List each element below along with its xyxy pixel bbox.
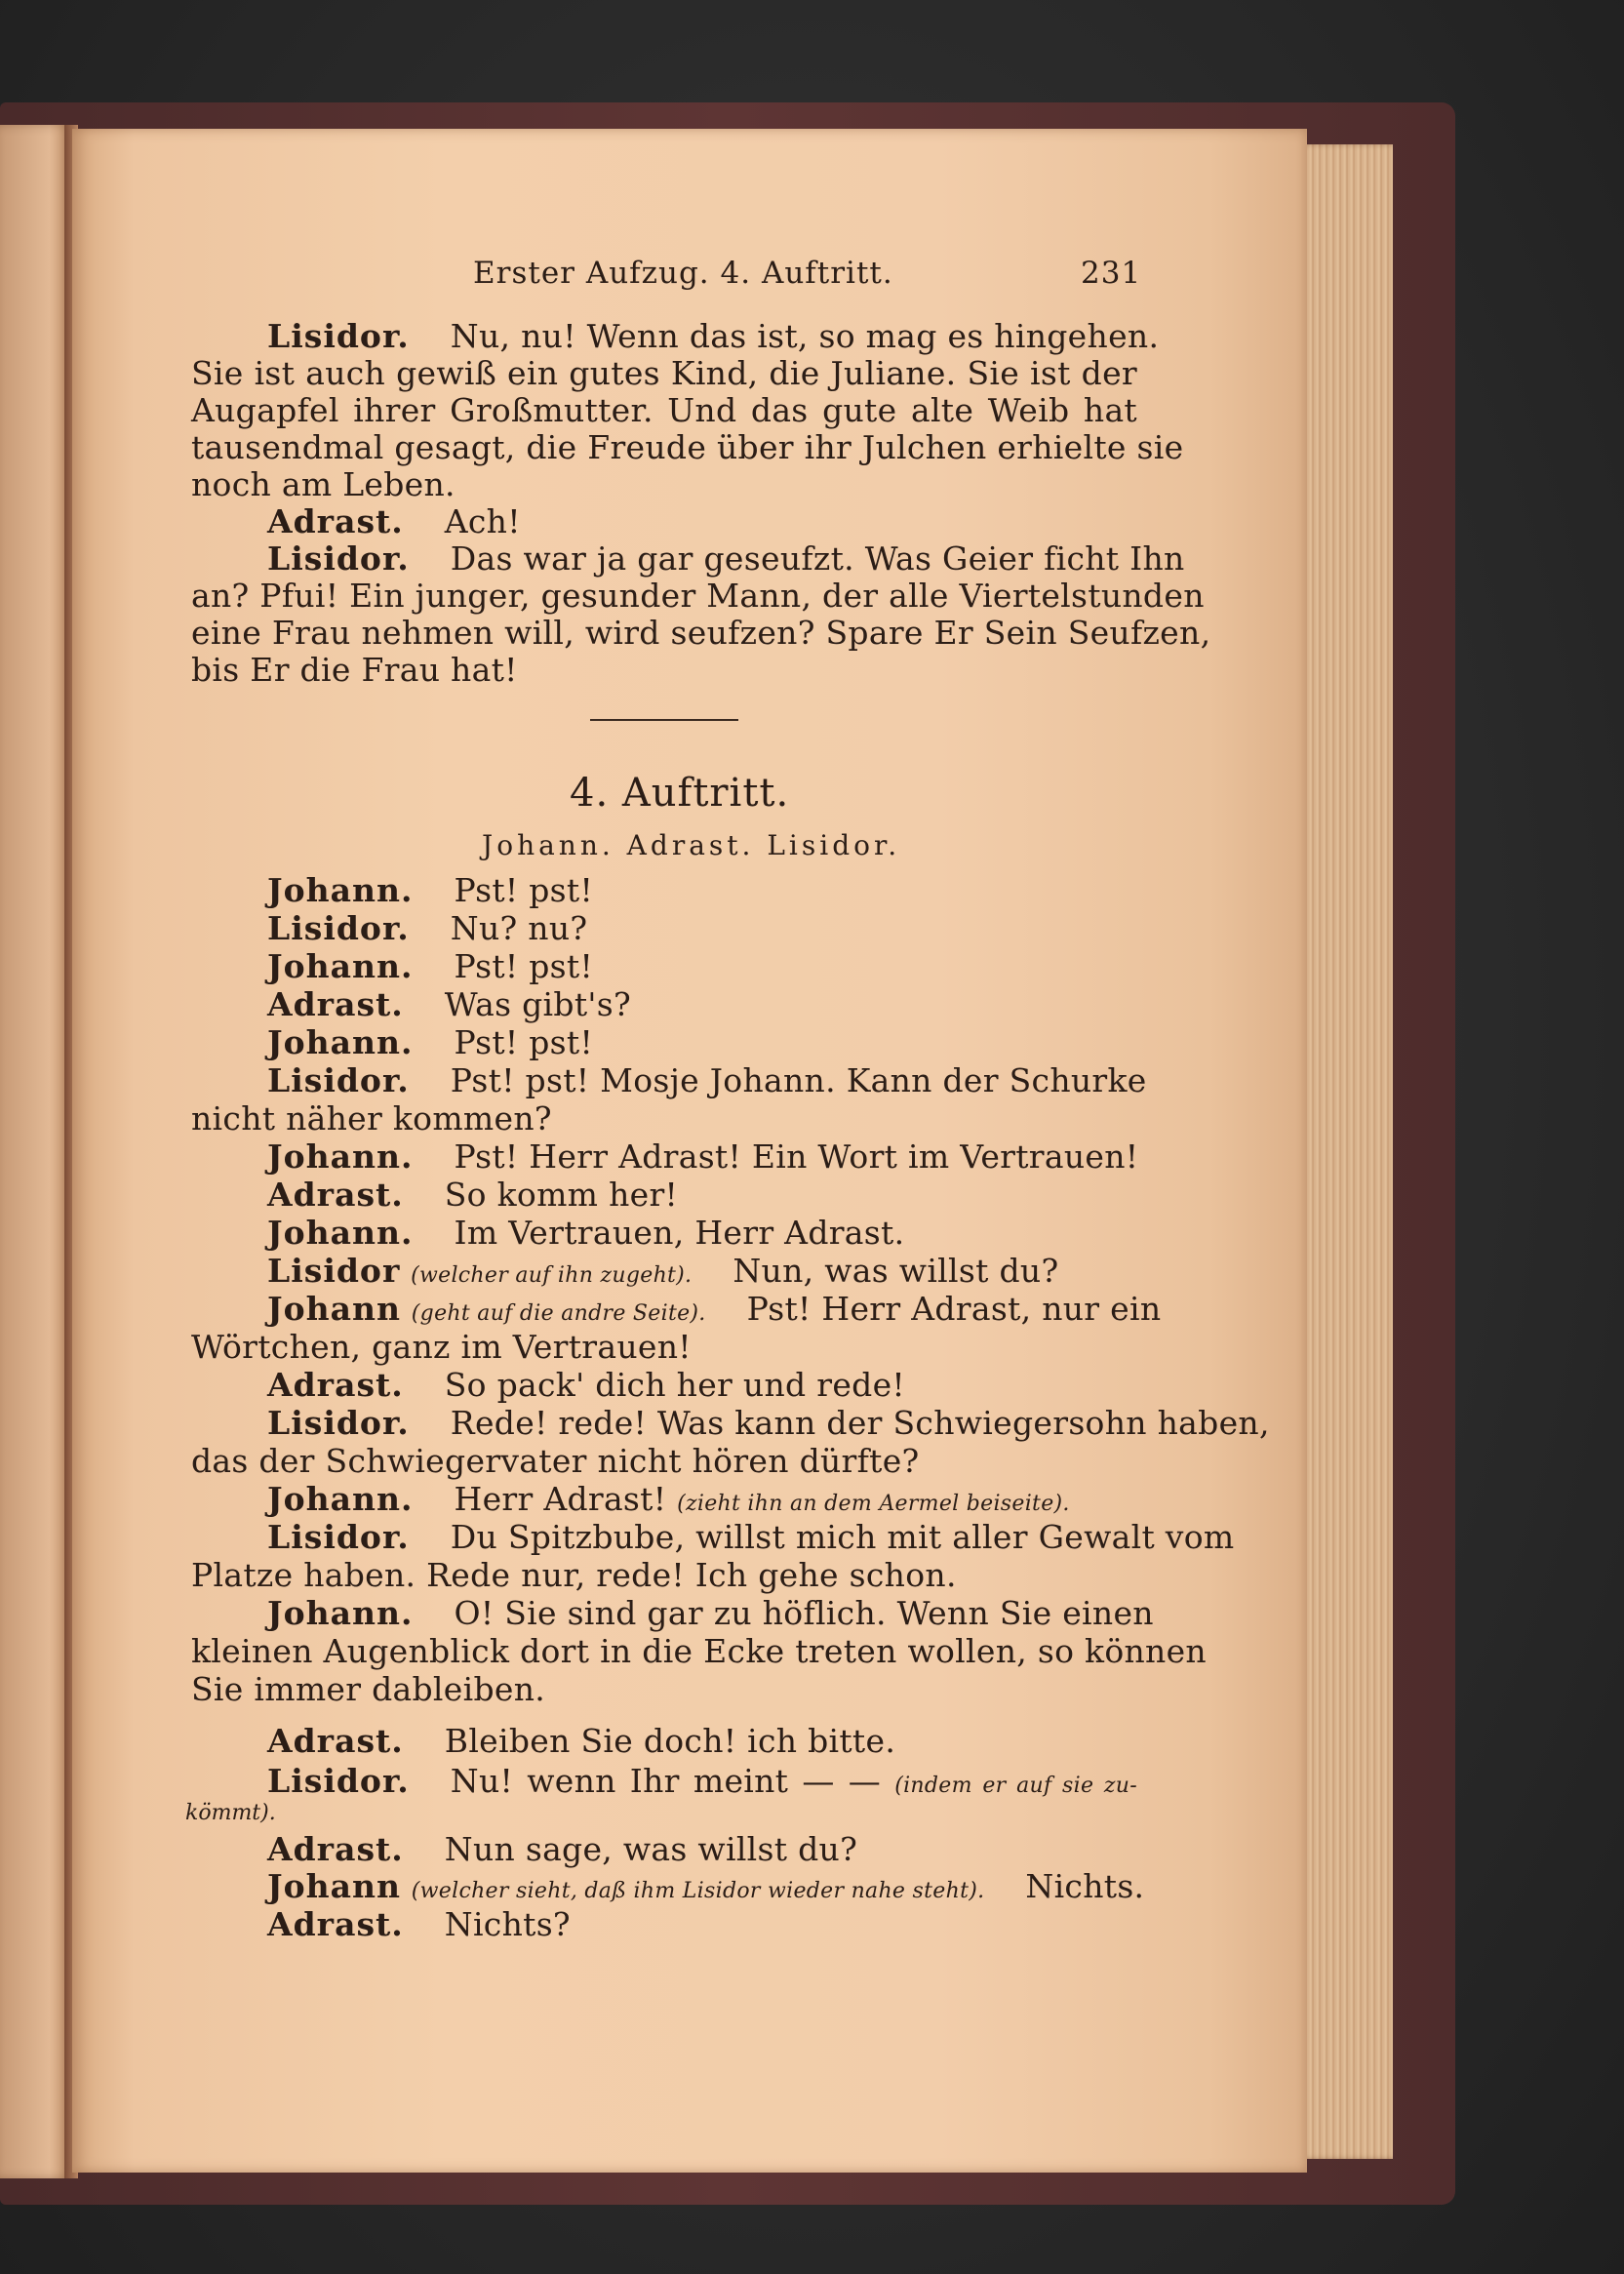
speech-text: Nu! wenn Ihr meint — — <box>450 1762 882 1800</box>
speech-text: Das war ja gar geseufzt. Was Geier ficht Ihn <box>450 539 1185 578</box>
speaker-name: Lisidor. <box>267 909 410 947</box>
speech-text: So komm her! <box>444 1176 679 1214</box>
text-line <box>191 539 1185 578</box>
text-line <box>191 1722 1137 1760</box>
speaker-name: Lisidor <box>267 1252 401 1290</box>
stage-direction: (geht auf die andre Seite). <box>411 1301 706 1326</box>
speaker-name: Johann. <box>267 1023 414 1061</box>
speaker-name: Adrast. <box>267 1722 404 1760</box>
speech-text: Rede! rede! Was kann der Schwiegersohn haben, <box>450 1404 1270 1442</box>
speech-text: Was gibt's? <box>444 985 631 1023</box>
text-line: nicht näher kommen? <box>191 1099 552 1137</box>
speech-text: Nun, was willst du? <box>733 1252 1059 1290</box>
cast-list: Johann. Adrast. Lisidor. <box>482 829 901 861</box>
text-line <box>191 1176 1137 1214</box>
speech-text: Pst! Herr Adrast! Ein Wort im Vertrauen! <box>454 1137 1139 1176</box>
speaker-name: Johann <box>267 1867 401 1905</box>
text-line: Wörtchen, ganz im Vertrauen! <box>191 1328 692 1366</box>
text-line <box>191 1252 1137 1290</box>
text-line <box>191 871 1137 909</box>
text-line <box>191 1290 1162 1328</box>
speaker-name: Lisidor. <box>267 1518 410 1556</box>
speaker-name: Johann. <box>267 871 414 909</box>
scene-title: 4. Auftritt. <box>570 771 790 816</box>
running-title: Erster Aufzug. 4. Auftritt. <box>473 256 893 291</box>
text-line <box>191 1867 1145 1905</box>
stage-direction: (indem er auf sie zu- <box>894 1774 1137 1798</box>
text-line <box>191 1830 1137 1868</box>
speaker-name: Adrast. <box>267 1830 404 1868</box>
text-line: tausendmal gesagt, die Freude über ihr Julchen erhielte sie <box>191 428 1184 466</box>
text-line <box>191 1480 1137 1518</box>
text-line: eine Frau nehmen will, wird seufzen? Spare Er Sein Seufzen, <box>191 614 1211 652</box>
speech-text: Pst! Herr Adrast, nur ein <box>746 1290 1162 1328</box>
stage-direction: (zieht ihn an dem Aermel beiseite). <box>677 1492 1070 1516</box>
text-line <box>191 1214 1137 1252</box>
text-line <box>191 1366 1137 1404</box>
speaker-name: Johann. <box>267 1137 414 1176</box>
speaker-name: Johann. <box>267 1214 414 1252</box>
speech-text: O! Sie sind gar zu höflich. Wenn Sie einen <box>454 1594 1154 1632</box>
facing-page-edge <box>0 125 70 2178</box>
speaker-name: Lisidor. <box>267 1762 410 1800</box>
speech-text: Ach! <box>444 502 521 540</box>
speaker-name: Lisidor. <box>267 1061 410 1099</box>
text-line <box>191 317 1160 355</box>
speech-text: Nu? nu? <box>450 909 588 947</box>
text-line <box>191 985 1137 1023</box>
text-line: Augapfel ihrer Großmutter. Und das gute alte Weib hat <box>191 391 1137 429</box>
text-line <box>191 1762 1137 1800</box>
text-line <box>191 1905 1137 1943</box>
speech-text: So pack' dich her und rede! <box>444 1366 905 1404</box>
speech-text: Nichts? <box>444 1905 571 1943</box>
text-line: kleinen Augenblick dort in die Ecke treten wollen, so können <box>191 1632 1207 1670</box>
speaker-name: Johann. <box>267 1480 414 1518</box>
speaker-name: Johann. <box>267 947 414 985</box>
text-line <box>191 502 1137 540</box>
speaker-name: Lisidor. <box>267 1404 410 1442</box>
text-line <box>191 1023 1137 1061</box>
speech-text: Pst! pst! <box>454 947 594 985</box>
speech-text: Nu, nu! Wenn das ist, so mag es hingehen. <box>450 317 1160 355</box>
speaker-name: Johann. <box>267 1594 414 1632</box>
text-line <box>191 1137 1137 1176</box>
text-line <box>191 909 1137 947</box>
text-line <box>191 1061 1147 1099</box>
speaker-name: Johann <box>267 1290 401 1328</box>
speaker-name: Adrast. <box>267 1905 404 1943</box>
speech-text: Pst! pst! <box>454 871 594 909</box>
speech-text: Pst! pst! Mosje Johann. Kann der Schurke <box>450 1061 1147 1099</box>
speaker-name: Adrast. <box>267 985 404 1023</box>
speaker-name: Lisidor. <box>267 539 410 578</box>
page-number: 231 <box>1081 256 1142 291</box>
speech-text: Nichts. <box>1025 1867 1145 1905</box>
speaker-name: Lisidor. <box>267 317 410 355</box>
speaker-name: Adrast. <box>267 1176 404 1214</box>
speech-text: Herr Adrast! <box>454 1480 667 1518</box>
speech-text: Du Spitzbube, willst mich mit aller Gewalt vom <box>450 1518 1235 1556</box>
text-line: an? Pfui! Ein junger, gesunder Mann, der alle Viertelstunden <box>191 577 1205 615</box>
text-line: Sie immer dableiben. <box>191 1670 546 1708</box>
speech-text: Pst! pst! <box>454 1023 594 1061</box>
stage-direction: kömmt). <box>185 1801 276 1825</box>
text-line: Sie ist auch gewiß ein gutes Kind, die Juliane. Sie ist der <box>191 354 1137 392</box>
speaker-name: Adrast. <box>267 502 404 540</box>
speech-text: Bleiben Sie doch! ich bitte. <box>444 1722 896 1760</box>
text-line: bis Er die Frau hat! <box>191 651 518 689</box>
text-line <box>191 947 1137 985</box>
text-line <box>191 1404 1270 1442</box>
stage-direction: (welcher sieht, daß ihm Lisidor wieder nahe steht). <box>411 1879 985 1903</box>
text-line <box>191 1594 1154 1632</box>
stage-direction: (welcher auf ihn zugeht). <box>411 1263 693 1288</box>
speech-text: Im Vertrauen, Herr Adrast. <box>454 1214 905 1252</box>
speaker-name: Adrast. <box>267 1366 404 1404</box>
section-divider <box>590 719 738 721</box>
speech-text: Nun sage, was willst du? <box>444 1830 858 1868</box>
text-line: Platze haben. Rede nur, rede! Ich gehe schon. <box>191 1556 957 1594</box>
text-line <box>191 1518 1235 1556</box>
text-line: noch am Leben. <box>191 465 456 503</box>
text-line: das der Schwiegervater nicht hören dürfte? <box>191 1442 920 1480</box>
